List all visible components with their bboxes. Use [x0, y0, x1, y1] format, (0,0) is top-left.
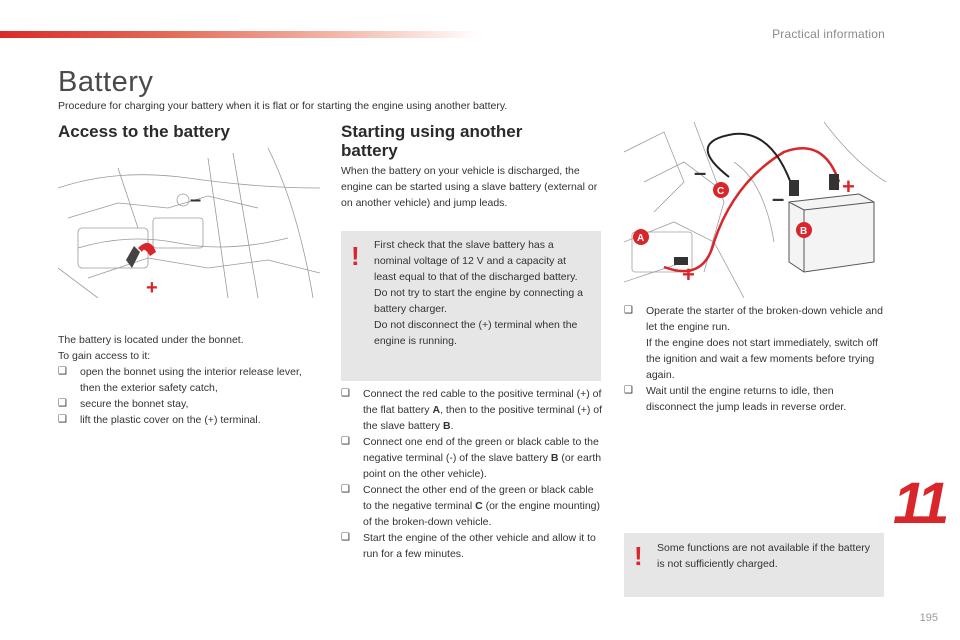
- step-text: Start the engine of the other vehicle and allow it to run for a few minutes.: [363, 532, 596, 560]
- list-item: [58, 364, 318, 396]
- access-intro-line: To gain access to it:: [58, 350, 151, 362]
- page-title: Battery: [58, 66, 154, 98]
- access-intro-line: The battery is located under the bonnet.: [58, 334, 244, 346]
- access-step-text: lift the plastic cover on the (+) terminal.: [80, 414, 261, 426]
- page-subtitle: Procedure for charging your battery when it is flat or for starting the engine using another battery.: [58, 100, 508, 112]
- step-text: , then to the positive terminal (+) of the slave battery: [363, 404, 603, 432]
- list-item: [58, 412, 318, 428]
- checkbox-bullet-icon: ❑: [58, 366, 67, 377]
- warning-line: Do not try to start the engine by connecting a battery charger.: [374, 287, 583, 315]
- list-item: [624, 383, 886, 415]
- fig2-minus-c: –: [694, 160, 707, 185]
- checkbox-bullet-icon: ❑: [341, 484, 350, 495]
- fig2-plus-slave: +: [842, 174, 855, 199]
- access-heading: Access to the battery: [58, 122, 230, 141]
- starting-heading: Starting using another battery: [341, 122, 523, 160]
- checkbox-bullet-icon: ❑: [341, 532, 350, 543]
- step-bold-label: A: [432, 404, 441, 416]
- starting-steps-list: [341, 386, 603, 562]
- fig2-label-c: C: [717, 186, 725, 197]
- step-text: (or the engine mounting) of the broken-down vehicle.: [363, 500, 600, 528]
- step-bold-label: C: [475, 500, 483, 512]
- step-text: Connect the other end of the green or black cable to the negative terminal: [363, 484, 594, 512]
- warning-line: First check that the slave battery has a nominal voltage of 12 V and a capacity at least equal to that of the discharged battery.: [374, 239, 578, 283]
- jump-start-illustration: [624, 122, 886, 298]
- warning-line: Do not disconnect the (+) terminal when the engine is running.: [374, 319, 578, 347]
- list-item: [341, 530, 603, 562]
- step-text: .: [450, 420, 454, 432]
- list-item: [341, 386, 603, 434]
- step-bold-label: B: [550, 452, 559, 464]
- step-bold-label: B: [442, 420, 451, 432]
- section-label: Practical information: [772, 27, 885, 41]
- page-number: 195: [919, 612, 938, 624]
- warning-box-slave-battery: [341, 231, 601, 381]
- fig2-label-b: B: [800, 226, 808, 237]
- fig1-plus-label: +: [146, 277, 158, 298]
- fig2-plus-flat: +: [682, 262, 695, 287]
- list-item: [58, 396, 318, 412]
- final-steps-list: [624, 303, 886, 415]
- step-text: (or earth point on the other vehicle).: [363, 452, 602, 480]
- list-item: [341, 434, 603, 482]
- checkbox-bullet-icon: ❑: [58, 398, 67, 409]
- checkbox-bullet-icon: ❑: [624, 305, 633, 316]
- fig1-minus-label: –: [190, 189, 202, 211]
- warning-exclamation-icon: !: [634, 541, 643, 571]
- checkbox-bullet-icon: ❑: [341, 436, 350, 447]
- checkbox-bullet-icon: ❑: [624, 385, 633, 396]
- checkbox-bullet-icon: ❑: [341, 388, 350, 399]
- access-steps-list: [58, 364, 318, 428]
- list-item: [341, 482, 603, 530]
- access-step-text: secure the bonnet stay,: [80, 398, 189, 410]
- warning-text: Some functions are not available if the battery is not sufficiently charged.: [657, 542, 871, 570]
- header-accent-bar: [0, 31, 480, 38]
- warning-exclamation-icon: !: [351, 241, 360, 271]
- fig2-minus-b: –: [772, 186, 785, 211]
- chapter-number: 11: [893, 471, 946, 536]
- warning-text: [374, 237, 589, 349]
- step-text: Wait until the engine returns to idle, then disconnect the jump leads in reverse order.: [646, 385, 847, 413]
- step-text: Connect one end of the green or black cable to the negative terminal (-) of the slave battery: [363, 436, 599, 464]
- checkbox-bullet-icon: ❑: [58, 414, 67, 425]
- step-text: Operate the starter of the broken-down vehicle and let the engine run.: [646, 305, 883, 333]
- list-item: [624, 303, 886, 383]
- access-intro: [58, 332, 320, 364]
- battery-location-illustration: [58, 148, 320, 298]
- starting-intro: When the battery on your vehicle is discharged, the engine can be started using a slave battery (external or on another vehicle) and jump leads.: [341, 165, 598, 209]
- warning-box-functions: [624, 533, 884, 597]
- access-step-text: open the bonnet using the interior release lever, then the exterior safety catch,: [80, 366, 302, 394]
- step-text: Connect the red cable to the positive terminal (+) of the flat battery: [363, 388, 602, 416]
- fig2-label-a: A: [637, 233, 645, 244]
- step-text: If the engine does not start immediately, switch off the ignition and wait a few moments before trying again.: [646, 337, 878, 381]
